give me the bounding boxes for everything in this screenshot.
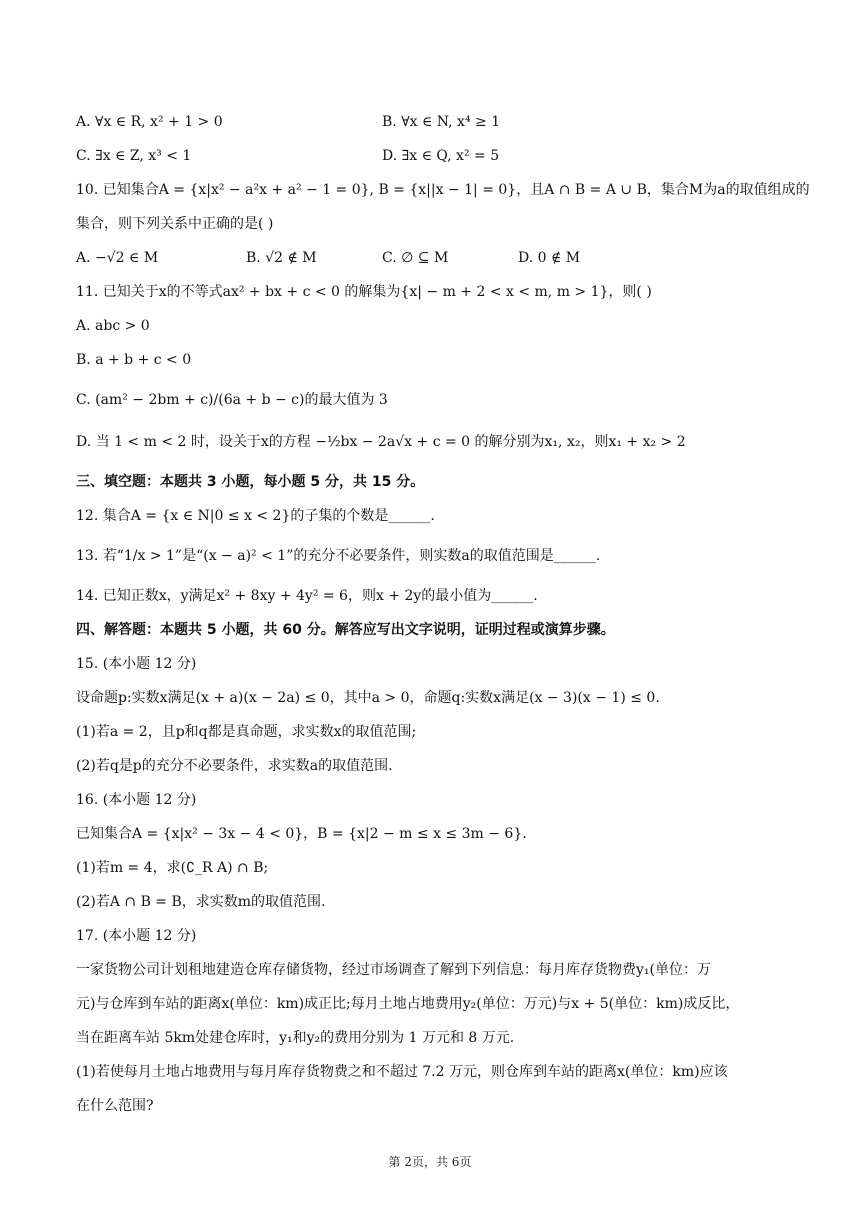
q16-part-1: (1)若m = 4，求(∁_R A) ∩ B; [76,860,269,876]
q15-part-1: (1)若a = 2，且p和q都是真命题，求实数x的取值范围; [76,724,417,740]
page-footer: 第 2页，共 6页 [388,1155,472,1169]
q13: 13. 若“1/x > 1”是“(x − a)² < 1”的充分不必要条件，则实数a的取值范围是______. [76,548,601,564]
q9-option-a: A. ∀x ∈ R, x² + 1 > 0 [76,114,223,130]
q17-header: 17. (本小题 12 分) [76,928,197,944]
q11-option-c: C. (am² − 2bm + c)/(6a + b − c)的最大值为 3 [76,392,388,408]
q15-stem: 设命题p:实数x满足(x + a)(x − 2a) ≤ 0，其中a > 0，命题q:实数x满足(x − 3)(x − 1) ≤ 0. [76,690,660,706]
q15-header: 15. (本小题 12 分) [76,656,197,672]
q10-option-d: D. 0 ∉ M [518,250,581,266]
q9-option-c: C. ∃x ∈ Z, x³ < 1 [76,148,192,164]
q10-stem-1: 10. 已知集合A = {x|x² − a²x + a² − 1 = 0}, B = {x||x − 1| = 0}，且A ∩ B = A ∪ B，集合M为a的取值组成的 [76,182,810,198]
section-3-heading: 三、填空题：本题共 3 小题，每小题 5 分，共 15 分。 [76,474,425,490]
q16-part-2: (2)若A ∩ B = B，求实数m的取值范围. [76,894,326,910]
q9-option-d: D. ∃x ∈ Q, x² = 5 [382,148,500,164]
q10-option-a: A. −√2 ∈ M [76,250,159,266]
q16-stem: 已知集合A = {x|x² − 3x − 4 < 0}，B = {x|2 − m ≤ x ≤ 3m − 6}. [76,826,527,842]
q17-stem-2: 元)与仓库到车站的距离x(单位：km)成正比;每月土地占地费用y₂(单位：万元)与x + 5(单位：km)成反比， [76,996,740,1012]
q17-part-1-line-1: (1)若使每月土地占地费用与每月库存货物费之和不超过 7.2 万元，则仓库到车站的距离x(单位：km)应该 [76,1064,728,1080]
q17-stem-3: 当在距离车站 5km处建仓库时，y₁和y₂的费用分别为 1 万元和 8 万元. [76,1030,515,1046]
q10-stem-2: 集合，则下列关系中正确的是( ) [76,216,274,232]
q16-header: 16. (本小题 12 分) [76,792,197,808]
q11-option-b: B. a + b + c < 0 [76,352,192,368]
q10-option-b: B. √2 ∉ M [246,250,317,266]
q12: 12. 集合A = {x ∈ N|0 ≤ x < 2}的子集的个数是______. [76,508,435,524]
q17-stem-1: 一家货物公司计划租地建造仓库存储货物，经过市场调查了解到下列信息：每月库存货物费y₁(单位：万 [76,962,711,978]
q10-option-c: C. ∅ ⊆ M [382,250,449,266]
q14: 14. 已知正数x，y满足x² + 8xy + 4y² = 6，则x + 2y的最小值为______. [76,588,538,604]
q15-part-2: (2)若q是p的充分不必要条件，求实数a的取值范围. [76,758,393,774]
q11-option-a: A. abc > 0 [76,318,150,334]
q9-option-b: B. ∀x ∈ N, x⁴ ≥ 1 [382,114,501,130]
q17-part-1-line-2: 在什么范围? [76,1098,154,1114]
q11-stem: 11. 已知关于x的不等式ax² + bx + c < 0 的解集为{x| − m + 2 < x < m, m > 1}，则( ) [76,284,652,300]
q11-option-d: D. 当 1 < m < 2 时，设关于x的方程 −½bx − 2a√x + c = 0 的解分别为x₁, x₂，则x₁ + x₂ > 2 [76,434,686,450]
section-4-heading: 四、解答题：本题共 5 小题，共 60 分。解答应写出文字说明，证明过程或演算步骤。 [76,622,615,638]
